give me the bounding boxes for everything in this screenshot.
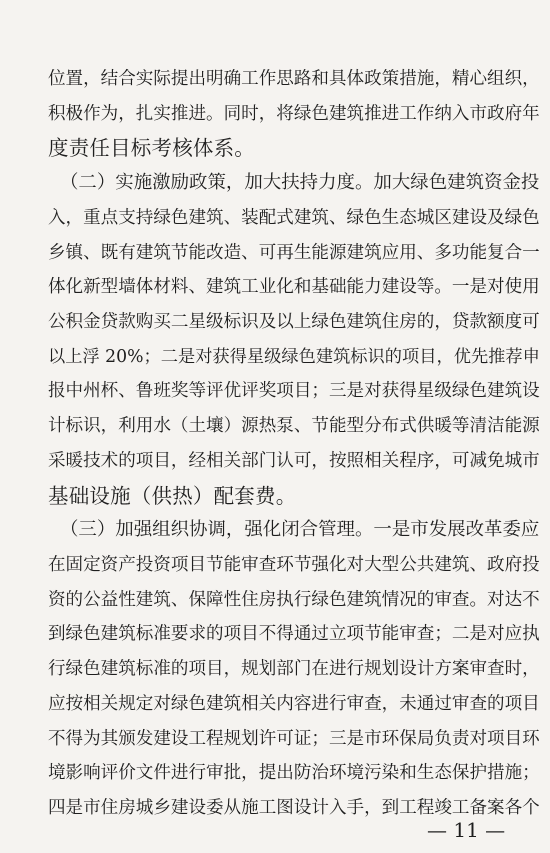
- text-line: 资的公益性建筑、保障性住房执行绿色建筑情况的审查。对达不: [48, 590, 540, 610]
- text-line: 乡镇、既有建筑节能改造、可再生能源建筑应用、多功能复合一: [48, 243, 540, 263]
- text-line: 四是市住房城乡建设委从施工图设计入手，到工程竣工备案各个: [48, 798, 540, 818]
- text-line: 不得为其颁发建设工程规划许可证；三是市环保局负责对项目环: [48, 729, 540, 749]
- text-line: 在固定资产投资项目节能审查环节强化对大型公共建筑、政府投: [48, 555, 540, 575]
- text-line: 到绿色建筑标准要求的项目不得通过立项节能审查；二是对应执: [48, 624, 540, 644]
- text-line: 计标识，利用水（土壤）源热泵、节能型分布式供暖等清洁能源: [48, 416, 540, 436]
- text-line: 以上浮 20%；二是对获得星级绿色建筑标识的项目，优先推荐申: [48, 347, 540, 367]
- section-heading-line: （二）实施激励政策，加大扶持力度。加大绿色建筑资金投: [60, 172, 540, 193]
- text-line: 行绿色建筑标准的项目，规划部门在进行规划设计方案审查时，: [48, 659, 540, 679]
- section-heading-line: （三）加强组织协调，强化闭合管理。一是市发展改革委应: [60, 519, 540, 540]
- text-line: 度责任目标考核体系。: [48, 136, 255, 160]
- text-line: 入，重点支持绿色建筑、装配式建筑、绿色生态城区建设及绿色: [48, 208, 540, 228]
- page-number: — 11 —: [427, 818, 506, 842]
- text-line: 境影响评价文件进行审批，提出防治环境污染和生态保护措施；: [48, 763, 540, 783]
- text-line: 位置，结合实际提出明确工作思路和具体政策措施，精心组织，: [48, 69, 540, 89]
- text-line: 体化新型墙体材料、建筑工业化和基础能力建设等。一是对使用: [48, 277, 540, 297]
- text-line: 报中州杯、鲁班奖等评优评奖项目；三是对获得星级绿色建筑设: [48, 381, 540, 401]
- text-line: 应按相关规定对绿色建筑相关内容进行审查，未通过审查的项目: [48, 694, 540, 714]
- text-line: 采暖技术的项目，经相关部门认可，按照相关程序，可减免城市: [48, 451, 540, 471]
- text-line: 基础设施（供热）配套费。: [48, 484, 297, 508]
- text-line: 公积金贷款购买二星级标识及以上绿色建筑住房的，贷款额度可: [48, 312, 540, 332]
- text-line: 积极作为，扎实推进。同时，将绿色建筑推进工作纳入市政府年: [48, 104, 540, 124]
